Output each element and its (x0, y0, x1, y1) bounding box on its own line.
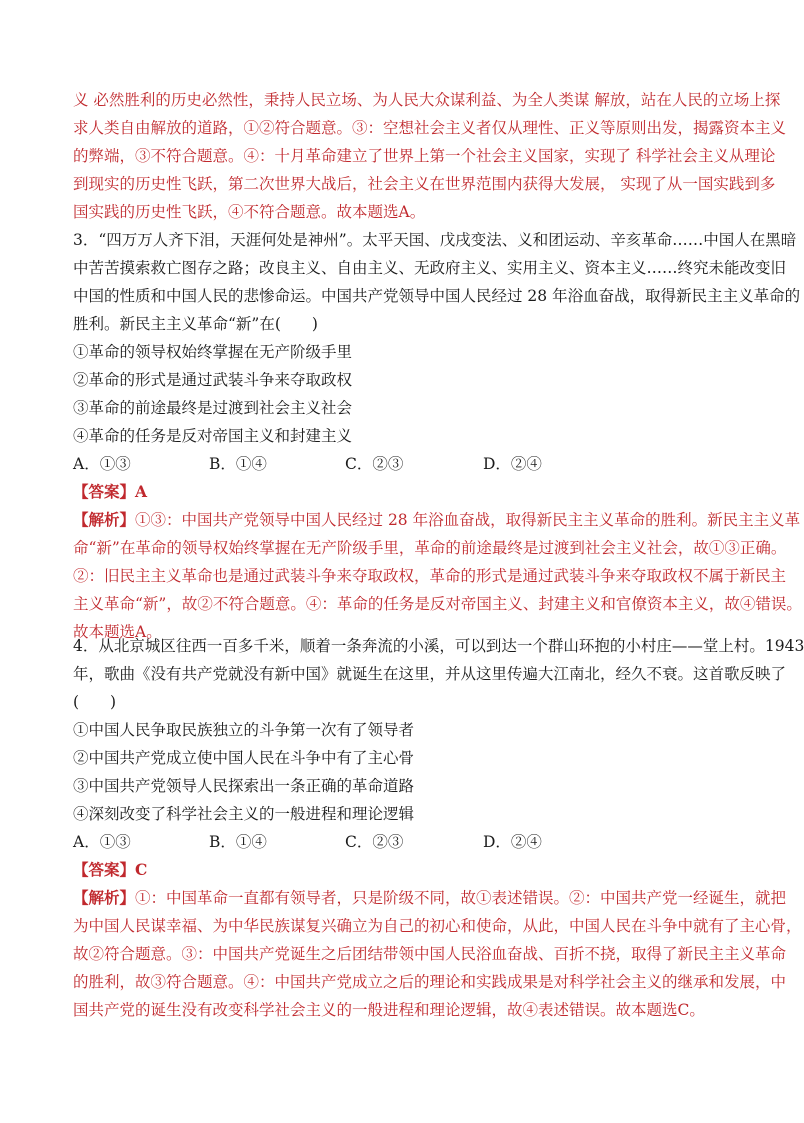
question-stem-line: 中苦苦摸索救亡图存之路；改良主义、自由主义、无政府主义、实用主义、资本主义……终究未能改变旧 (73, 259, 787, 277)
previous-analysis-continuation (73, 86, 787, 226)
option-b: B．①④ (209, 833, 267, 851)
analysis-line (73, 884, 787, 912)
analysis-line: 到现实的历史性飞跃，第二次世界大战后，社会主义在世界范围内获得大发展， 实现了从一国实践到多 (73, 175, 776, 193)
answer-options (73, 450, 729, 478)
analysis (73, 506, 802, 646)
answer-value: C (135, 860, 148, 879)
question-stem-line: 3．“四万万人齐下泪，天涯何处是神州”。太平天国、戊戌变法、义和团运动、辛亥革命……中国人在黑暗 (73, 231, 797, 249)
question-item: ②革命的形式是通过武装斗争来夺取政权 (73, 371, 353, 389)
analysis-line (73, 506, 801, 534)
analysis-line: 命“新”在革命的领导权始终掌握在无产阶级手里，革命的前途最终是过渡到社会主义社会，故①③正确。 (73, 539, 787, 557)
analysis-line: 国实践的历史性飞跃，④不符合题意。故本题选A。 (73, 203, 426, 221)
analysis (73, 884, 802, 1024)
analysis-line: ②：旧民主主义革命也是通过武装斗争来夺取政权，革命的形式是通过武装斗争来夺取政权不属于新民主 (73, 567, 787, 585)
answer-line (73, 856, 729, 884)
option-d: D．②④ (483, 455, 542, 473)
option-a: A．①③ (73, 833, 131, 851)
question-stem-line: 中国的性质和中国人民的悲惨命运。中国共产党领导中国人民经过 28 年浴血奋战，取得新民主主义革命的 (73, 287, 801, 305)
option-b: B．①④ (209, 455, 267, 473)
answer-line (73, 478, 729, 506)
question-item: ①中国人民争取民族独立的斗争第一次有了领导者 (73, 721, 415, 739)
analysis-line: 为中国人民谋幸福、为中华民族谋复兴确立为自己的初心和使命，从此，中国人民在斗争中就有了主心骨， (73, 917, 802, 935)
analysis-line: 国共产党的诞生没有改变科学社会主义的一般进程和理论逻辑，故④表述错误。故本题选C。 (73, 1001, 705, 1019)
analysis-line: 求人类自由解放的道路，①②符合题意。③：空想社会主义者仅从理性、正义等原则出发，揭露资本主义 (73, 119, 787, 137)
analysis-label: 【解析】 (73, 510, 136, 529)
analysis-label: 【解析】 (73, 888, 136, 907)
question-item: ③革命的前途最终是过渡到社会主义社会 (73, 399, 353, 417)
question-stem-line: 4．从北京城区往西一百多千米，顺着一条奔流的小溪，可以到达一个群山环抱的小村庄——堂上村。1943 (73, 637, 804, 655)
question-item: ①革命的领导权始终掌握在无产阶级手里 (73, 343, 353, 361)
question-stem-line: 胜利。新民主主义革命“新”在( ) (73, 315, 318, 333)
answer-options (73, 828, 729, 856)
analysis-line: 义 必然胜利的历史必然性，秉持人民立场、为人民大众谋利益、为全人类谋 解放，站在人民的立场上探 (73, 91, 781, 109)
question-item: ③中国共产党领导人民探索出一条正确的革命道路 (73, 777, 415, 795)
analysis-text: ①：中国革命一直都有领导者，只是阶级不同，故①表述错误。②：中国共产党一经诞生，就把 (135, 889, 787, 907)
question-item: ④革命的任务是反对帝国主义和封建主义 (73, 427, 353, 445)
option-c: C．②③ (345, 455, 404, 473)
question-4 (73, 632, 804, 1024)
question-item: ④深刻改变了科学社会主义的一般进程和理论逻辑 (73, 805, 415, 823)
analysis-line: 的弊端，③不符合题意。④：十月革命建立了世界上第一个社会主义国家，实现了 科学社会主义从理论 (73, 147, 776, 165)
option-a: A．①③ (73, 455, 131, 473)
analysis-line: 故②符合题意。③：中国共产党诞生之后团结带领中国人民浴血奋战、百折不挠，取得了新民主主义革命 (73, 945, 787, 963)
option-c: C．②③ (345, 833, 404, 851)
question-3 (73, 226, 802, 646)
question-stem-line: ( ) (73, 693, 117, 711)
question-stem-line: 年，歌曲《没有共产党就没有新中国》就诞生在这里，并从这里传遍大江南北，经久不衰。这首歌反映了 (73, 665, 787, 683)
analysis-line: 的胜利，故③符合题意。④：中国共产党成立之后的理论和实践成果是对科学社会主义的继承和发展，中 (73, 973, 787, 991)
answer-label: 【答案】 (73, 482, 136, 501)
option-d: D．②④ (483, 833, 542, 851)
answer-value: A (135, 482, 148, 501)
analysis-line: 主义革命“新”，故②不符合题意。④：革命的任务是反对帝国主义、封建主义和官僚资本主义，故④错误。 (73, 595, 802, 613)
analysis-line: 故本题选A。 (73, 623, 162, 641)
answer-label: 【答案】 (73, 860, 136, 879)
analysis-text: ①③：中国共产党领导中国人民经过 28 年浴血奋战，取得新民主主义革命的胜利。新民主主义革 (135, 511, 801, 529)
question-item: ②中国共产党成立使中国人民在斗争中有了主心骨 (73, 749, 415, 767)
